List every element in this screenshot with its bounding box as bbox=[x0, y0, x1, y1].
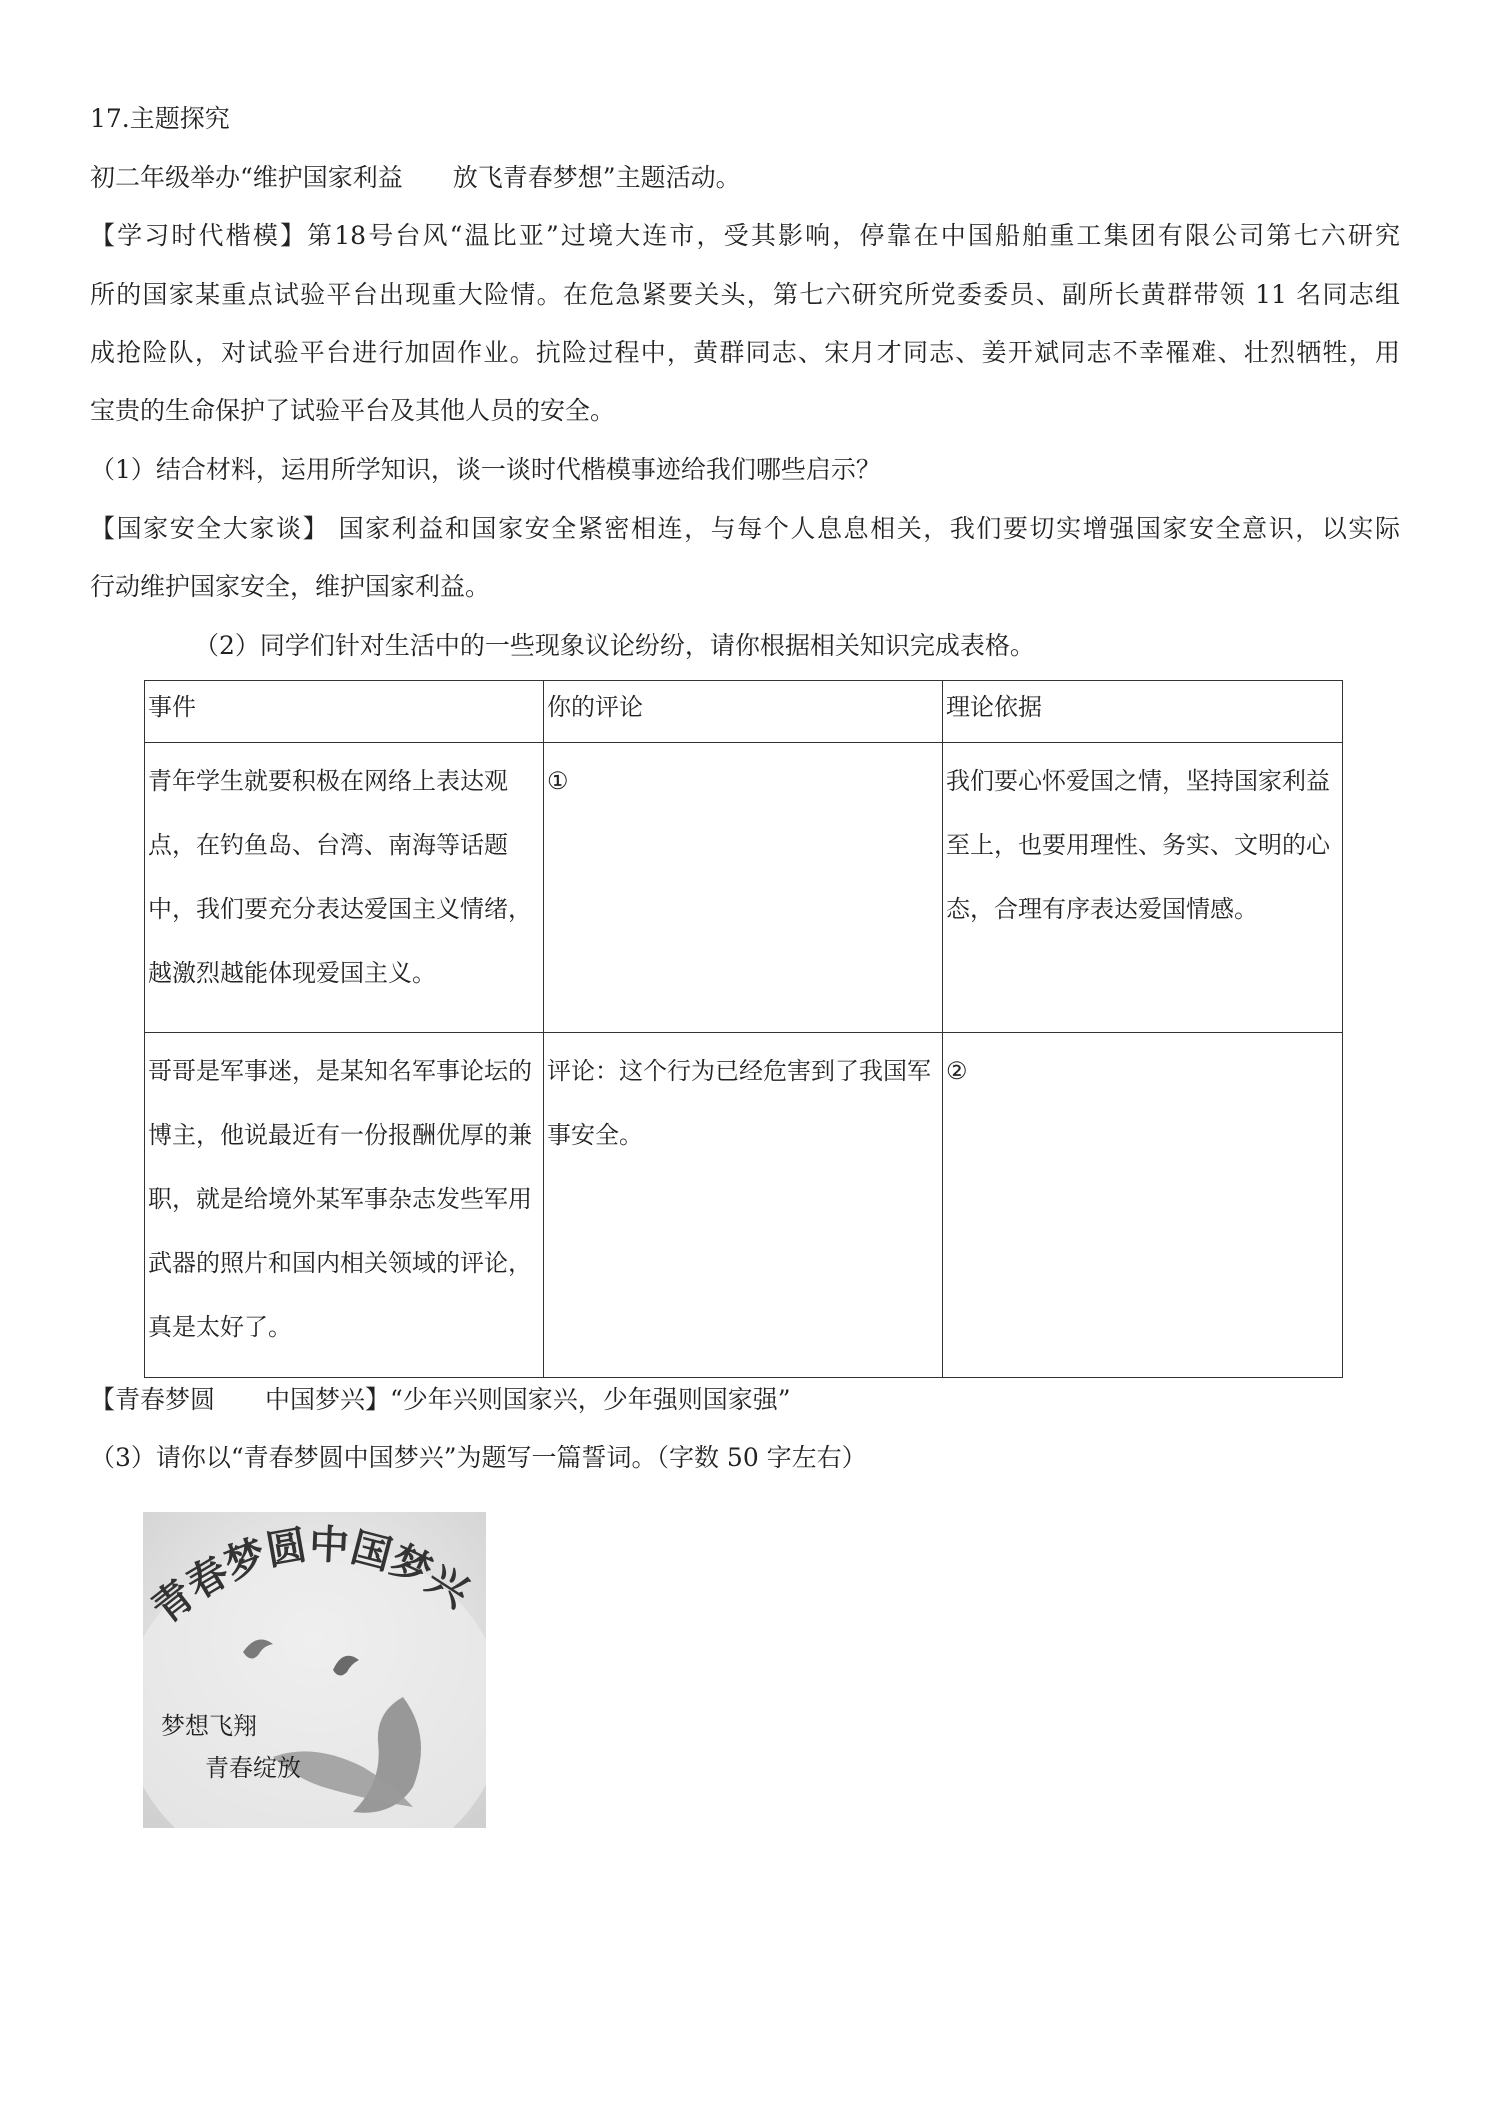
table-header-row bbox=[145, 681, 1343, 743]
question-number-title: 17.主题探究 bbox=[90, 104, 230, 133]
comment-cell: 评论：这个行为已经危害到了我国军事安全。 bbox=[544, 1033, 943, 1378]
section2-line-2: 行动维护国家安全，维护国家利益。 bbox=[90, 572, 491, 601]
intro-text: 初二年级举办“维护国家利益 放飞青春梦想”主题活动。 bbox=[90, 163, 741, 192]
event-cell: 哥哥是军事迷，是某知名军事论坛的博主，他说最近有一份报酬优厚的兼职，就是给境外某军事杂志发些军用武器的照片和国内相关领域的评论，真是太好了。 bbox=[145, 1033, 544, 1378]
section1-line-1 bbox=[90, 221, 1400, 251]
section1-text-1: 第18号台风“温比亚”过境大连市，受其影响，停靠在中国船舶重工集团有限公司第七六研究 bbox=[307, 221, 1400, 250]
section1-question: （1）结合材料，运用所学知识，谈一谈时代楷模事迹给我们哪些启示？ bbox=[90, 455, 881, 484]
emblem-line-1: 梦想飞翔 bbox=[161, 1712, 257, 1740]
section2-line-1 bbox=[90, 514, 1400, 544]
emblem-arc-title: 青春梦圆中国梦兴 bbox=[143, 1520, 478, 1633]
comment-cell: ① bbox=[544, 743, 943, 1033]
basis-cell: 我们要心怀爱国之情，坚持国家利益至上，也要用理性、务实、文明的心态，合理有序表达爱国情感。 bbox=[943, 743, 1343, 1033]
section3-question: （3）请你以“青春梦圆中国梦兴”为题写一篇誓词。（字数 50 字左右） bbox=[90, 1443, 867, 1472]
emblem-illustration bbox=[143, 1512, 486, 1828]
table-row bbox=[145, 1033, 1343, 1378]
table-header-cell: 事件 bbox=[145, 681, 544, 743]
section2-text-1: 国家利益和国家安全紧密相连，与每个人息息相关，我们要切实增强国家安全意识，以实际 bbox=[329, 514, 1400, 543]
event-cell: 青年学生就要积极在网络上表达观点，在钓鱼岛、台湾、南海等话题中，我们要充分表达爱国主义情绪，越激烈越能体现爱国主义。 bbox=[145, 743, 544, 1033]
youth-dream-emblem-image bbox=[143, 1512, 486, 1828]
section2-heading: 【国家安全大家谈】 bbox=[90, 514, 330, 543]
table-header-cell: 理论依据 bbox=[943, 681, 1343, 743]
table-header-cell: 你的评论 bbox=[544, 681, 943, 743]
section3-line bbox=[90, 1385, 791, 1415]
section1-line-4: 宝贵的生命保护了试验平台及其他人员的安全。 bbox=[90, 396, 616, 425]
table-row bbox=[145, 743, 1343, 1033]
section1-line-3: 成抢险队，对试验平台进行加固作业。抗险过程中，黄群同志、宋月才同志、姜开斌同志不幸罹难、壮烈牺牲，用 bbox=[90, 338, 1400, 367]
basis-cell: ② bbox=[943, 1033, 1343, 1378]
section1-heading: 【学习时代楷模】 bbox=[90, 221, 308, 250]
section1-line-2: 所的国家某重点试验平台出现重大险情。在危急紧要关头，第七六研究所党委委员、副所长黄群带领 11 名同志组 bbox=[90, 280, 1400, 309]
discussion-table bbox=[144, 680, 1343, 1378]
section3-quote: “少年兴则国家兴，少年强则国家强” bbox=[390, 1385, 791, 1414]
section3-heading: 【青春梦圆 中国梦兴】 bbox=[90, 1385, 391, 1414]
section2-question: （2）同学们针对生活中的一些现象议论纷纷，请你根据相关知识完成表格。 bbox=[194, 631, 1035, 660]
emblem-line-2: 青春绽放 bbox=[205, 1754, 301, 1782]
